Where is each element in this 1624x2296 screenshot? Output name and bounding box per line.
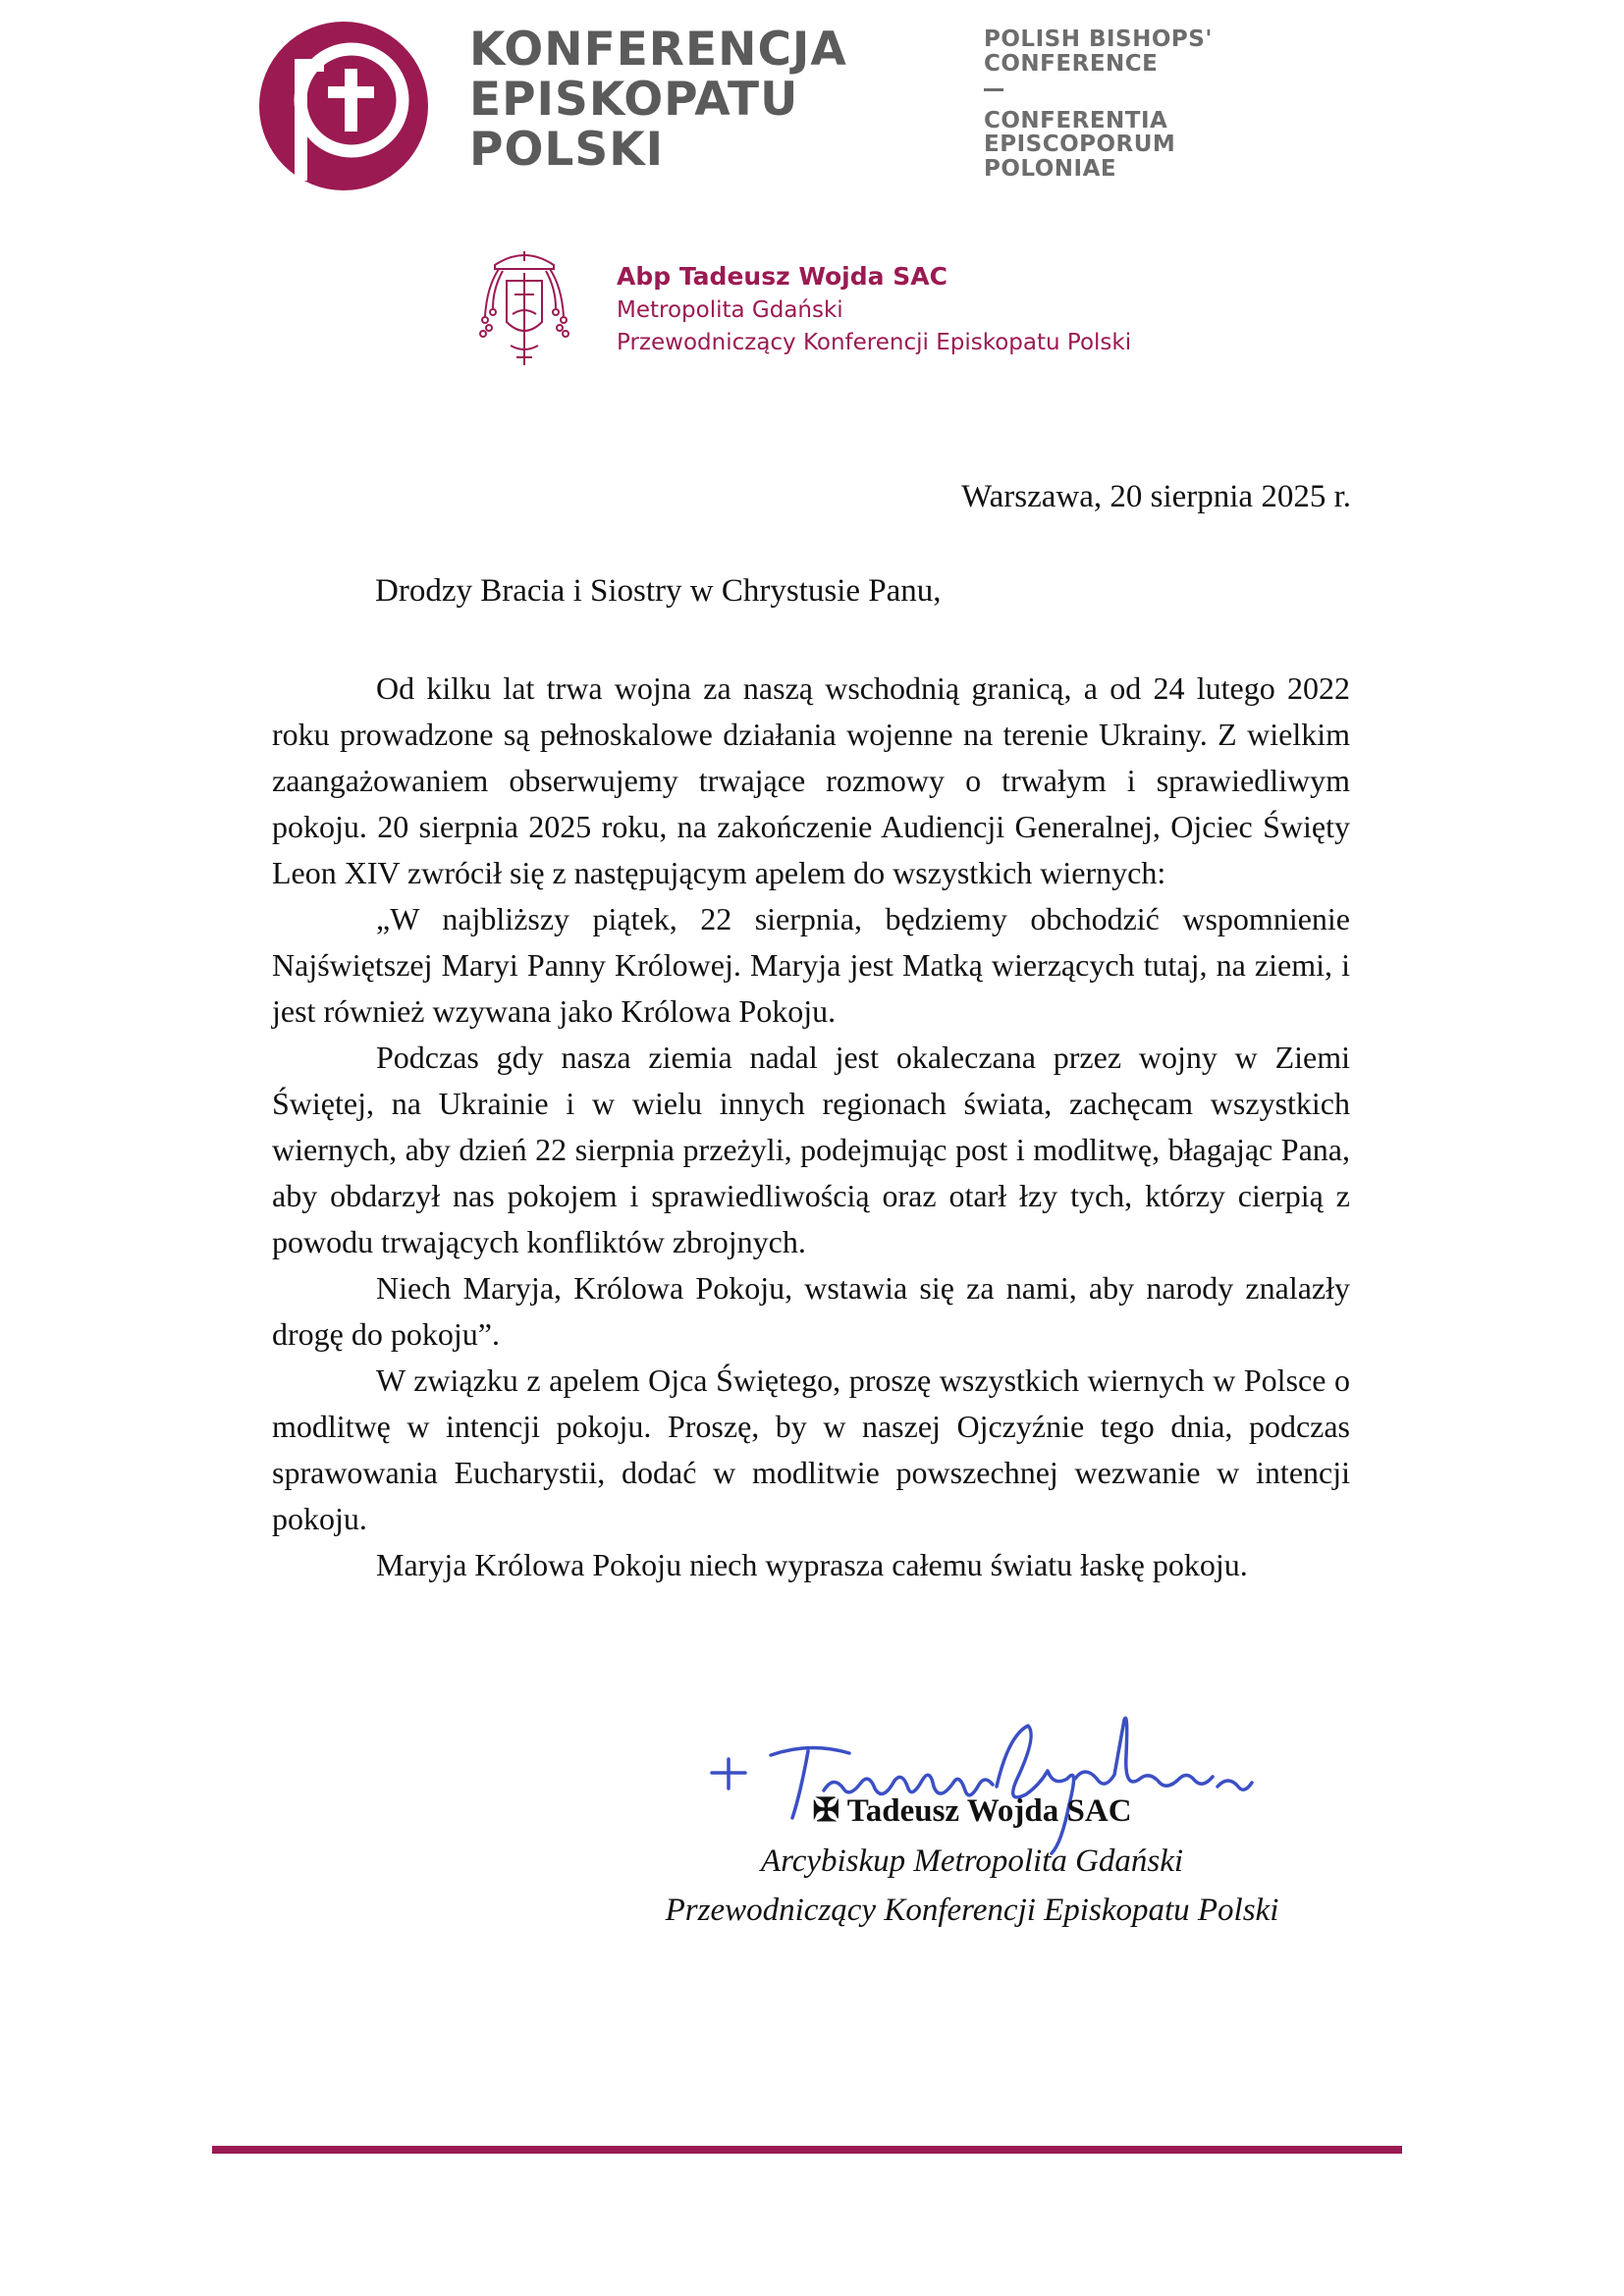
letter-date: Warszawa, 20 sierpnia 2025 r. (961, 479, 1351, 514)
letter-paragraph: Podczas gdy nasza ziemia nadal jest okaleczana przez wojny w Ziemi Świętej, na Ukrainie i w wielu innych regionach świata, zachęcam wszystkich wiernych, aby dzień 22 sierpnia przeżyli, podejmując post i modlitwę, błagając Pana, aby obdarzył nas pokojem i sprawiedliwością oraz otarł łzy tych, którzy cierpią z powodu trwających konfliktów zbrojnych. (272, 1040, 1350, 1259)
coat-of-arms-icon (475, 247, 573, 373)
logo-side-line: EPISCOPORUM (984, 132, 1176, 158)
logo-title-line: EPISKOPATU (469, 72, 799, 127)
signer-title: Arcybiskup Metropolita Gdański (760, 1843, 1184, 1879)
bishop-title: Metropolita Gdański (617, 297, 843, 323)
logo-divider (984, 88, 1003, 91)
handwritten-signature (702, 1696, 1257, 1863)
letter-paragraph: W związku z apelem Ojca Świętego, proszę wszystkich wiernych w Polsce o modlitwę w intencji pokoju. Proszę, by w naszej Ojczyźnie tego dnia, podczas sprawowania Eucharystii, dodać w modlitwie powszechnej wezwanie w intencji pokoju. (272, 1362, 1350, 1536)
letter-body (272, 666, 1350, 1588)
logo-side-line: POLISH BISHOPS' (984, 27, 1213, 52)
letter-paragraph: „W najbliższy piątek, 22 sierpnia, będziemy obchodzić wspomnienie Najświętszej Maryi Panny Królowej. Maryja jest Matką wierzących tutaj, na ziemi, i jest również wzywana jako Królowa Pokoju. (272, 901, 1350, 1029)
logo-title-line: POLSKI (469, 122, 665, 177)
signer-role: Przewodniczący Konferencji Episkopatu Polski (665, 1893, 1279, 1928)
logo-wordmark (469, 23, 847, 177)
footer-divider (212, 2146, 1402, 2154)
signer-name: ✠ Tadeusz Wojda SAC (812, 1793, 1132, 1829)
logo-translations (984, 27, 1213, 182)
letter-paragraph: Od kilku lat trwa wojna za naszą wschodnią granicą, a od 24 lutego 2022 roku prowadzone są pełnoskalowe działania wojenne na terenie Ukrainy. Z wielkim zaangażowaniem obserwujemy trwające rozmowy o trwałym i sprawiedliwym pokoju. 20 sierpnia 2025 roku, na zakończenie Audiencji Generalnej, Ojciec Święty Leon XIV zwrócił się z następującym apelem do wszystkich wiernych: (272, 670, 1350, 890)
letter-paragraph: Maryja Królowa Pokoju niech wyprasza całemu światu łaskę pokoju. (376, 1547, 1248, 1582)
logo-side-line: POLONIAE (984, 156, 1117, 183)
bishop-letterhead (617, 259, 1131, 359)
bishop-role: Przewodniczący Konferencji Episkopatu Polski (617, 330, 1132, 355)
logo-side-line: CONFERENTIA (984, 107, 1168, 133)
logo-side-line: CONFERENCE (984, 50, 1159, 77)
letter-salutation: Drodzy Bracia i Siostry w Chrystusie Panu, (375, 573, 942, 609)
conference-logo-icon (257, 20, 430, 192)
letter-paragraph: Niech Maryja, Królowa Pokoju, wstawia się za nami, aby narody znalazły drogę do pokoju”. (272, 1270, 1350, 1352)
bishop-name: Abp Tadeusz Wojda SAC (617, 262, 947, 291)
logo-title-line: KONFERENCJA (469, 23, 847, 77)
